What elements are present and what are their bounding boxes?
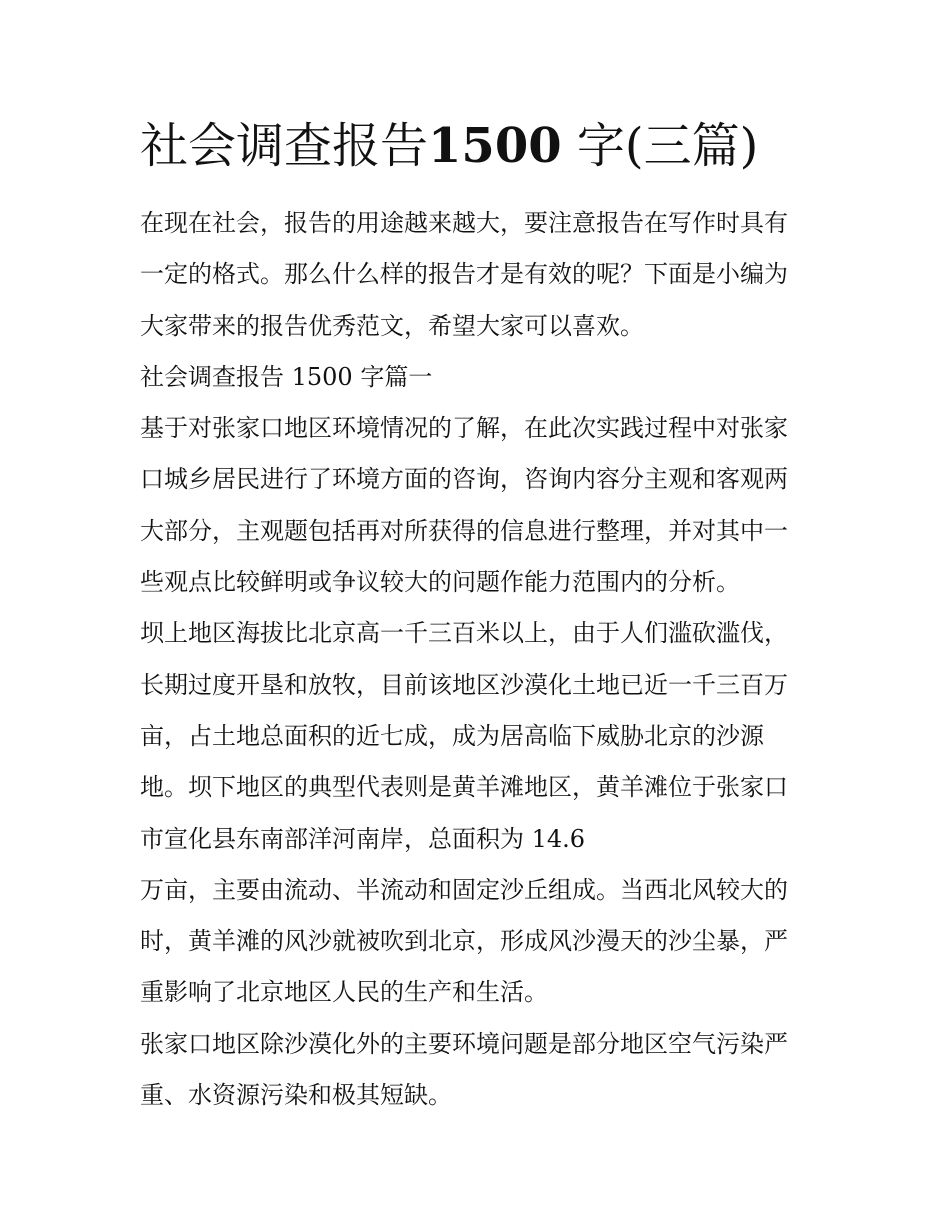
page-title bbox=[140, 112, 860, 180]
paragraph-line: 些观点比较鲜明或争议较大的问题作能力范围内的分析。 bbox=[140, 568, 740, 597]
paragraph-line: 地。坝下地区的典型代表则是黄羊滩地区，黄羊滩位于张家口 bbox=[140, 773, 788, 802]
paragraph-line: 重影响了北京地区人民的生产和生活。 bbox=[140, 978, 548, 1007]
paragraph-line: 重、水资源污染和极其短缺。 bbox=[140, 1081, 452, 1110]
paragraph-line: 大部分，主观题包括再对所获得的信息进行整理，并对其中一 bbox=[140, 516, 788, 545]
paragraph-line: 长期过度开垦和放牧，目前该地区沙漠化土地已近一千三百万 bbox=[140, 670, 788, 699]
paragraph-line: 坝上地区海拔比北京高一千三百米以上，由于人们滥砍滥伐， bbox=[140, 619, 788, 648]
paragraph-line: 基于对张家口地区环境情况的了解，在此次实践过程中对张家 bbox=[140, 414, 788, 443]
paragraph-line: 大家带来的报告优秀范文，希望大家可以喜欢。 bbox=[140, 311, 644, 340]
document-body bbox=[140, 198, 820, 1121]
paragraph-line: 在现在社会，报告的用途越来越大，要注意报告在写作时具有 bbox=[140, 209, 788, 237]
paragraph-line: 一定的格式。那么什么样的报告才是有效的呢？下面是小编为 bbox=[140, 260, 788, 289]
paragraph-line: 市宣化县东南部洋河南岸，总面积为 14.6 bbox=[140, 824, 586, 853]
title-number: 1500 bbox=[428, 118, 562, 174]
paragraph-line: 时，黄羊滩的风沙就被吹到北京，形成风沙漫天的沙尘暴，严 bbox=[140, 927, 788, 956]
paragraph-line: 张家口地区除沙漠化外的主要环境问题是部分地区空气污染严 bbox=[140, 1029, 788, 1058]
paragraph-line: 亩，占土地总面积的近七成，成为居高临下威胁北京的沙源 bbox=[140, 721, 764, 750]
paragraph-line: 万亩，主要由流动、半流动和固定沙丘组成。当西北风较大的 bbox=[140, 875, 788, 904]
title-suffix: 字(三篇) bbox=[561, 118, 759, 174]
title-prefix: 社会调查报告 bbox=[140, 118, 429, 174]
paragraph-line: 口城乡居民进行了环境方面的咨询，咨询内容分主观和客观两 bbox=[140, 465, 788, 494]
section-heading: 社会调查报告 1500 字篇一 bbox=[140, 362, 433, 391]
